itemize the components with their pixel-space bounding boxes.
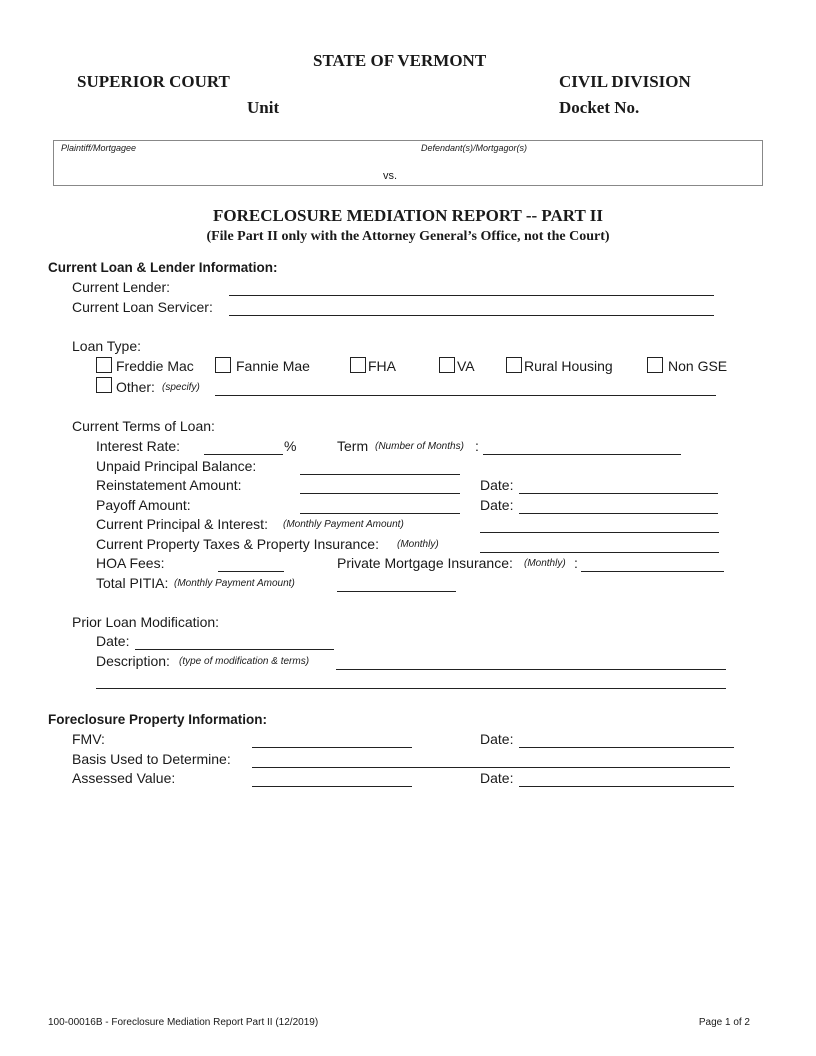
defendant-label: Defendant(s)/Mortgagor(s): [421, 143, 528, 153]
modification-date-field[interactable]: [135, 636, 334, 650]
servicer-field[interactable]: [229, 302, 714, 316]
report-subtitle: (File Part II only with the Attorney General’s Office, not the Court): [206, 229, 610, 244]
va-label: VA: [457, 358, 475, 374]
assessed-date-label: Date:: [480, 770, 514, 786]
fannie-mae-label: Fannie Mae: [236, 358, 310, 374]
description-field-line-2[interactable]: [96, 675, 726, 689]
taxes-hint: (Monthly): [397, 539, 439, 550]
reinstatement-field[interactable]: [300, 480, 460, 494]
fmv-date-label: Date:: [480, 731, 514, 747]
payoff-label: Payoff Amount:: [96, 497, 191, 513]
other-checkbox[interactable]: [96, 377, 112, 393]
other-field[interactable]: [215, 382, 716, 396]
division-heading: CIVIL DIVISION: [559, 72, 691, 91]
servicer-label: Current Loan Servicer:: [72, 299, 213, 315]
payoff-field[interactable]: [300, 500, 460, 514]
rural-housing-checkbox[interactable]: [506, 357, 522, 373]
pmi-hint: (Monthly): [524, 558, 566, 569]
fmv-field[interactable]: [252, 734, 412, 748]
pitia-hint: (Monthly Payment Amount): [174, 578, 295, 589]
pmi-label: Private Mortgage Insurance:: [337, 555, 513, 571]
interest-rate-field[interactable]: [204, 441, 283, 455]
description-label: Description:: [96, 653, 170, 669]
lender-label: Current Lender:: [72, 279, 171, 295]
reinstatement-date-field[interactable]: [519, 480, 718, 494]
rural-housing-label: Rural Housing: [524, 358, 613, 374]
non-gse-label: Non GSE: [668, 358, 728, 374]
freddie-mac-label: Freddie Mac: [116, 358, 194, 374]
vs-label: vs.: [383, 170, 398, 182]
assessed-label: Assessed Value:: [72, 770, 176, 786]
percent-sign: %: [284, 438, 297, 454]
assessed-date-field[interactable]: [519, 773, 734, 787]
reinstatement-date-label: Date:: [480, 477, 514, 493]
property-heading: Foreclosure Property Information:: [48, 712, 268, 727]
parties-box[interactable]: [53, 140, 763, 186]
fmv-label: FMV:: [72, 731, 105, 747]
assessed-field[interactable]: [252, 773, 412, 787]
plaintiff-label: Plaintiff/Mortgagee: [61, 143, 137, 153]
pitia-label: Total PITIA:: [96, 575, 169, 591]
reinstatement-label: Reinstatement Amount:: [96, 477, 242, 493]
pi-label: Current Principal & Interest:: [96, 516, 268, 532]
pmi-field[interactable]: [581, 558, 724, 572]
fannie-mae-checkbox[interactable]: [215, 357, 231, 373]
term-hint: (Number of Months): [375, 441, 464, 452]
term-colon: :: [475, 438, 479, 454]
unpaid-label: Unpaid Principal Balance:: [96, 458, 257, 474]
freddie-mac-checkbox[interactable]: [96, 357, 112, 373]
lender-field[interactable]: [229, 282, 714, 296]
taxes-field[interactable]: [480, 539, 719, 553]
payoff-date-field[interactable]: [519, 500, 718, 514]
pi-field[interactable]: [480, 519, 719, 533]
unpaid-field[interactable]: [300, 461, 460, 475]
modification-date-label: Date:: [96, 633, 130, 649]
report-title: FORECLOSURE MEDIATION REPORT -- PART II: [212, 206, 603, 225]
fmv-date-field[interactable]: [519, 734, 734, 748]
description-field[interactable]: [336, 656, 726, 670]
va-checkbox[interactable]: [439, 357, 455, 373]
pitia-field[interactable]: [337, 578, 456, 592]
page-number: Page 1 of 2: [698, 1017, 750, 1028]
taxes-label: Current Property Taxes & Property Insurance:: [96, 536, 379, 552]
pmi-colon: :: [574, 555, 578, 571]
hoa-field[interactable]: [218, 558, 284, 572]
payoff-date-label: Date:: [480, 497, 514, 513]
modification-heading: Prior Loan Modification:: [72, 614, 220, 630]
interest-rate-label: Interest Rate:: [96, 438, 181, 454]
unit-label: Unit: [247, 98, 280, 117]
hoa-label: HOA Fees:: [96, 555, 165, 571]
other-label: Other:: [116, 379, 155, 395]
loan-type-label: Loan Type:: [72, 338, 142, 354]
docket-label: Docket No.: [559, 98, 640, 117]
term-field[interactable]: [483, 441, 681, 455]
pi-hint: (Monthly Payment Amount): [283, 519, 404, 530]
other-hint: (specify): [162, 382, 200, 393]
loan-info-heading: Current Loan & Lender Information:: [48, 260, 278, 275]
state-heading: STATE OF VERMONT: [313, 51, 487, 70]
term-label: Term: [337, 438, 369, 454]
basis-label: Basis Used to Determine:: [72, 751, 231, 767]
court-heading: SUPERIOR COURT: [77, 72, 230, 91]
basis-field[interactable]: [252, 754, 730, 768]
terms-heading: Current Terms of Loan:: [72, 418, 215, 434]
fha-checkbox[interactable]: [350, 357, 366, 373]
description-hint: (type of modification & terms): [179, 656, 310, 667]
non-gse-checkbox[interactable]: [647, 357, 663, 373]
fha-label: FHA: [368, 358, 396, 374]
form-id: 100-00016B - Foreclosure Mediation Report Part II (12/2019): [48, 1017, 319, 1028]
